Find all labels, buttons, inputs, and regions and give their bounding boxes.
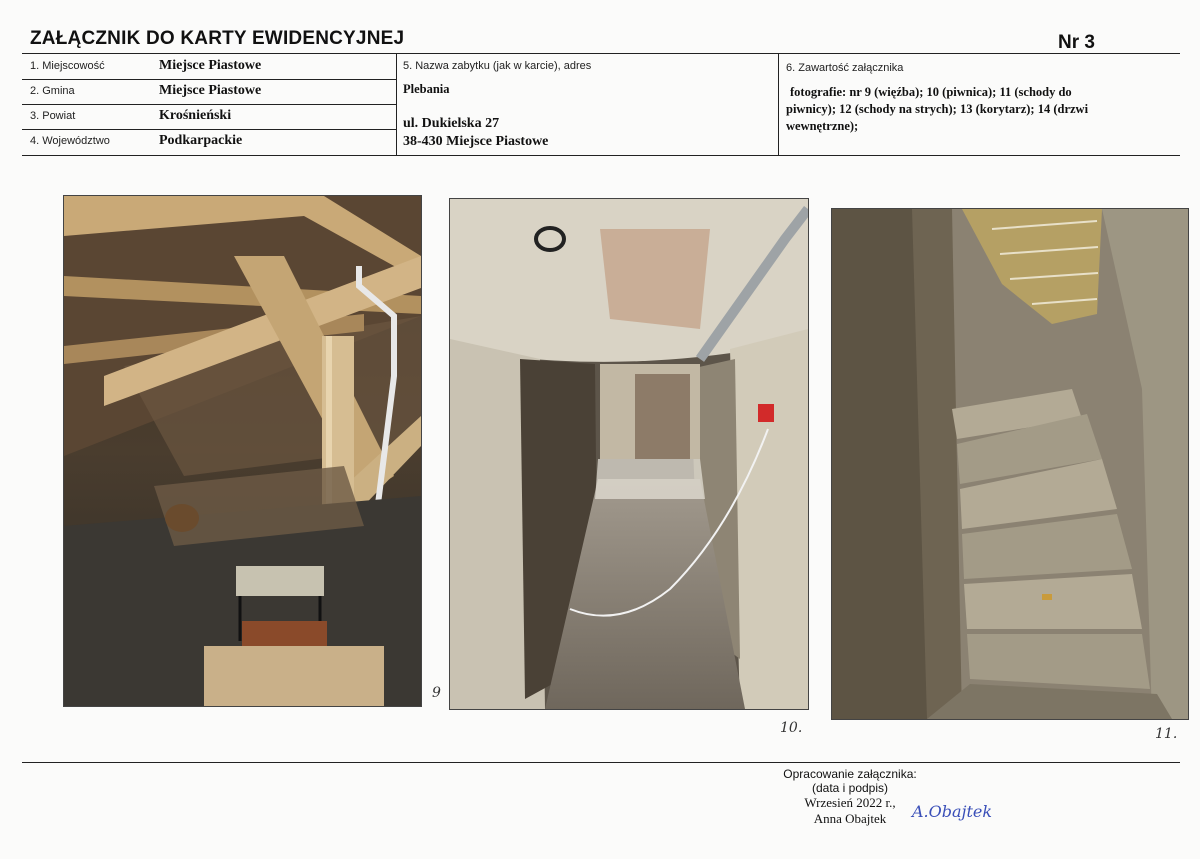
footer-date-sign-label: (data i podpis) bbox=[811, 781, 889, 795]
label-miejscowosc: 1. Miejscowość bbox=[30, 60, 105, 72]
column-divider-1 bbox=[396, 53, 397, 155]
photo-number-11: 11. bbox=[1155, 726, 1178, 742]
footer-date: Wrzesień 2022 r., bbox=[804, 795, 896, 810]
value-miejscowosc: Miejsce Piastowe bbox=[159, 58, 262, 73]
footer-author: Anna Obajtek bbox=[813, 811, 887, 826]
photo-cellar bbox=[449, 198, 809, 710]
photo-roof-truss bbox=[63, 195, 422, 707]
document-title: ZAŁĄCZNIK DO KARTY EWIDENCYJNEJ bbox=[30, 28, 405, 49]
label-powiat: 3. Powiat bbox=[30, 110, 76, 122]
row-divider-2 bbox=[22, 104, 396, 105]
row-divider-1 bbox=[22, 79, 396, 80]
footer-prepared-label: Opracowanie załącznika: bbox=[783, 767, 917, 781]
footer-divider bbox=[22, 762, 1180, 763]
label-wojewodztwo: 4. Województwo bbox=[30, 135, 110, 147]
value-zawartosc bbox=[786, 84, 1175, 135]
row-divider-3 bbox=[22, 129, 396, 130]
handwritten-signature: A.Obajtek bbox=[912, 802, 993, 821]
zawartosc-line-2: piwnicy); 12 (schody na strych); 13 (korytarz); 14 (drzwi bbox=[786, 102, 1089, 116]
label-gmina: 2. Gmina bbox=[30, 85, 75, 97]
value-wojewodztwo: Podkarpackie bbox=[159, 133, 243, 148]
photo-number-10: 10. bbox=[780, 720, 803, 736]
value-powiat: Krośnieński bbox=[159, 108, 232, 123]
zawartosc-line-1: fotografie: nr 9 (więźba); 10 (piwnica); 11 (schody do bbox=[790, 85, 1072, 99]
photo-spiral-stairs bbox=[831, 208, 1189, 720]
attachment-number: Nr 3 bbox=[1058, 32, 1095, 53]
value-gmina: Miejsce Piastowe bbox=[159, 83, 262, 98]
table-top-border bbox=[22, 53, 1180, 54]
photo-number-9: 9 bbox=[432, 685, 441, 701]
zawartosc-line-3: wewnętrzne); bbox=[786, 119, 859, 133]
label-zawartosc: 6. Zawartość załącznika bbox=[786, 62, 904, 74]
value-ulica: ul. Dukielska 27 bbox=[403, 116, 500, 131]
label-nazwa-zabytku: 5. Nazwa zabytku (jak w karcie), adres bbox=[403, 60, 592, 72]
column-divider-2 bbox=[778, 53, 779, 155]
table-bottom-border bbox=[22, 155, 1180, 156]
value-kod-miasto: 38-430 Miejsce Piastowe bbox=[403, 134, 549, 149]
value-nazwa-zabytku: Plebania bbox=[403, 82, 450, 96]
